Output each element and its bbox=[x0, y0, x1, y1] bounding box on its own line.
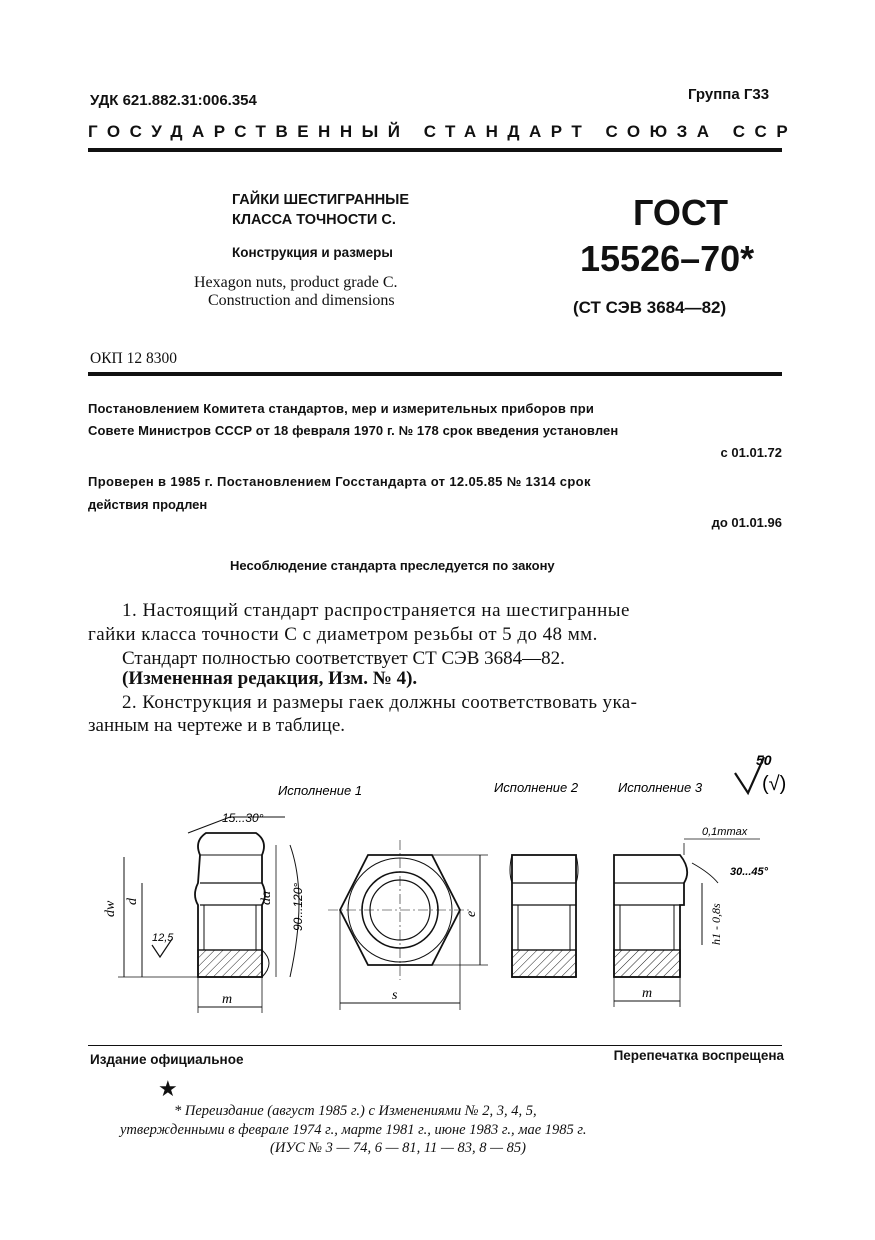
dim-da: da bbox=[259, 891, 274, 905]
reissue-note-line1: * Переиздание (август 1985 г.) с Изменениями № 2, 3, 4, 5, bbox=[174, 1103, 537, 1119]
roughness-12-5: 12,5 bbox=[152, 932, 174, 944]
para1-line2: гайки класса точности С с диаметром резьбы от 5 до 48 мм. bbox=[88, 624, 598, 645]
nut-drawing bbox=[80, 745, 800, 1045]
st-sev-reference: (СТ СЭВ 3684—82) bbox=[573, 298, 727, 317]
ru-title-line1: ГАЙКИ ШЕСТИГРАННЫЕ bbox=[232, 192, 410, 208]
decree-line3: с 01.01.72 bbox=[720, 445, 782, 460]
para1-line3: Стандарт полностью соответствует СТ СЭВ 3684—82. bbox=[122, 648, 565, 669]
para1-edit-note: (Измененная редакция, Изм. № 4). bbox=[122, 668, 418, 689]
dim-d: d bbox=[125, 898, 140, 905]
angle-90-120: 90...120° bbox=[291, 882, 305, 931]
review-line2: действия продлен bbox=[88, 497, 208, 512]
star-icon: ★ bbox=[158, 1076, 178, 1101]
no-reprint-notice: Перепечатка воспрещена bbox=[613, 1048, 784, 1063]
reissue-note-line2: утвержденными в феврале 1974 г., марте 1981 г., июне 1983 г., мае 1985 г. bbox=[120, 1122, 587, 1138]
gost-label: ГОСТ bbox=[633, 192, 729, 233]
okp-code: ОКП 12 8300 bbox=[90, 350, 177, 367]
dim-s: s bbox=[392, 988, 398, 1003]
roughness-top: 50 bbox=[756, 752, 772, 768]
group-code: Группа Г33 bbox=[688, 86, 770, 103]
hex-top-view bbox=[328, 840, 488, 1010]
max-label: 0,1mmax bbox=[702, 826, 748, 838]
para2-line2: занным на чертеже и в таблице. bbox=[88, 715, 346, 736]
title-rule bbox=[88, 372, 782, 376]
variant3-side-view bbox=[614, 826, 769, 1007]
dim-m3: m bbox=[642, 986, 653, 1001]
law-notice: Несоблюдение стандарта преследуется по закону bbox=[230, 558, 555, 573]
review-line3: до 01.01.96 bbox=[711, 515, 782, 530]
review-line1: Проверен в 1985 г. Постановлением Госстандарта от 12.05.85 № 1314 срок bbox=[88, 474, 591, 489]
roughness-paren: (√) bbox=[762, 773, 787, 795]
gost-number: 15526–70* bbox=[580, 238, 755, 279]
udk-code: УДК 621.882.31:006.354 bbox=[90, 92, 257, 109]
label-variant3: Исполнение 3 bbox=[618, 780, 703, 795]
dim-dw: dw bbox=[103, 900, 118, 917]
ru-title-line2: КЛАССА ТОЧНОСТИ С. bbox=[232, 212, 396, 228]
ru-subtitle: Конструкция и размеры bbox=[232, 245, 393, 260]
en-title-line1: Hexagon nuts, product grade C. bbox=[194, 274, 398, 291]
variant1-side-view bbox=[103, 811, 305, 1013]
angle-30-45: 30...45° bbox=[730, 866, 769, 878]
decree-line1: Постановлением Комитета стандартов, мер и измерительных приборов при bbox=[88, 401, 595, 416]
para1-line1: 1. Настоящий стандарт распространяется на шестигранные bbox=[122, 600, 630, 621]
variant2-side-view bbox=[510, 855, 578, 977]
para2-line1: 2. Конструкция и размеры гаек должны соответствовать ука- bbox=[122, 692, 638, 713]
footer-rule bbox=[88, 1045, 782, 1046]
official-edition: Издание официальное bbox=[90, 1052, 244, 1067]
label-variant1: Исполнение 1 bbox=[278, 783, 363, 798]
header-rule bbox=[88, 148, 782, 152]
dim-e: e bbox=[464, 910, 479, 917]
label-variant2: Исполнение 2 bbox=[494, 780, 579, 795]
state-standard-banner: ГОСУДАРСТВЕННЫЙ СТАНДАРТ СОЮЗА ССР bbox=[88, 122, 798, 141]
dim-m1: m bbox=[222, 992, 233, 1007]
chamfer-angle-label: 15...30° bbox=[222, 811, 264, 825]
decree-line2: Совете Министров СССР от 18 февраля 1970 г. № 178 срок введения установлен bbox=[88, 423, 619, 438]
en-title-line2: Construction and dimensions bbox=[208, 292, 395, 309]
reissue-note-line3: (ИУС № 3 — 74, 6 — 81, 11 — 83, 8 — 85) bbox=[270, 1140, 526, 1156]
dim-hs: h1 - 0,8s bbox=[709, 903, 723, 945]
